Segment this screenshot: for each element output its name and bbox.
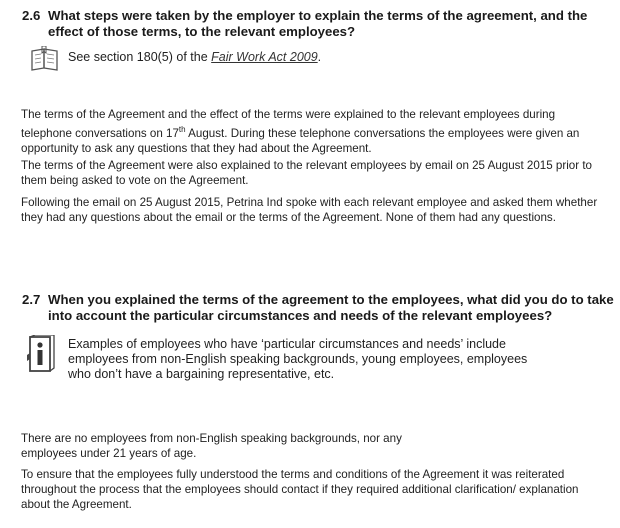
note-suffix: .	[317, 50, 322, 64]
answer-text: The terms of the Agreement and the effect of the terms were explained to the relevant employees during telephone conversations on 17	[21, 108, 556, 140]
fair-work-act-link[interactable]: Fair Work Act 2009	[211, 50, 318, 64]
note-text	[68, 50, 321, 65]
answer-paragraph: There are no employees from non-English speaking backgrounds, nor any employees under 21 years of age.	[21, 432, 402, 460]
section-question: When you explained the terms of the agreement to the employees, what did you do to take into account the particular circumstances and needs of the relevant employees?	[48, 292, 614, 323]
section-2-6-heading	[22, 8, 618, 40]
info-icon	[26, 335, 56, 375]
answer-text-continued: August. During these telephone conversations the employees were given an opportunity to ask any questions that they had about the Agreement.	[21, 126, 580, 155]
section-number: 2.7	[22, 292, 41, 307]
section-2-6-note	[30, 46, 321, 72]
note-prefix: See section 180(5) of the	[68, 50, 212, 64]
section-2-7-heading	[22, 292, 618, 324]
note-line: employees from non-English speaking backgrounds, young employees, employees	[68, 352, 528, 366]
note-line: Examples of employees who have ‘particular circumstances and needs’ include	[68, 337, 506, 351]
answer-superscript: th	[178, 125, 186, 134]
answer-paragraph	[21, 107, 606, 156]
answer-paragraph: The terms of the Agreement were also explained to the relevant employees by email on 25 August 2015 prior to them being asked to vote on the Agreement.	[21, 159, 593, 187]
answer-paragraph: To ensure that the employees fully understood the terms and conditions of the Agreement it was reiterated throughout the process that the employees should contact if they required additional clarification/ explanation about the Agreement.	[21, 468, 579, 511]
section-number: 2.6	[22, 8, 41, 23]
book-icon	[30, 46, 60, 72]
note-line: who don’t have a bargaining representative, etc.	[68, 367, 335, 381]
note-text	[68, 337, 527, 382]
section-question: What steps were taken by the employer to explain the terms of the agreement, and the effect of those terms, to the relevant employees?	[48, 8, 588, 39]
answer-paragraph: Following the email on 25 August 2015, Petrina Ind spoke with each relevant employee and asked them whether they had any questions about the email or the terms of the Agreement. None of them had any questions.	[21, 196, 598, 224]
section-2-7-note	[26, 335, 527, 382]
